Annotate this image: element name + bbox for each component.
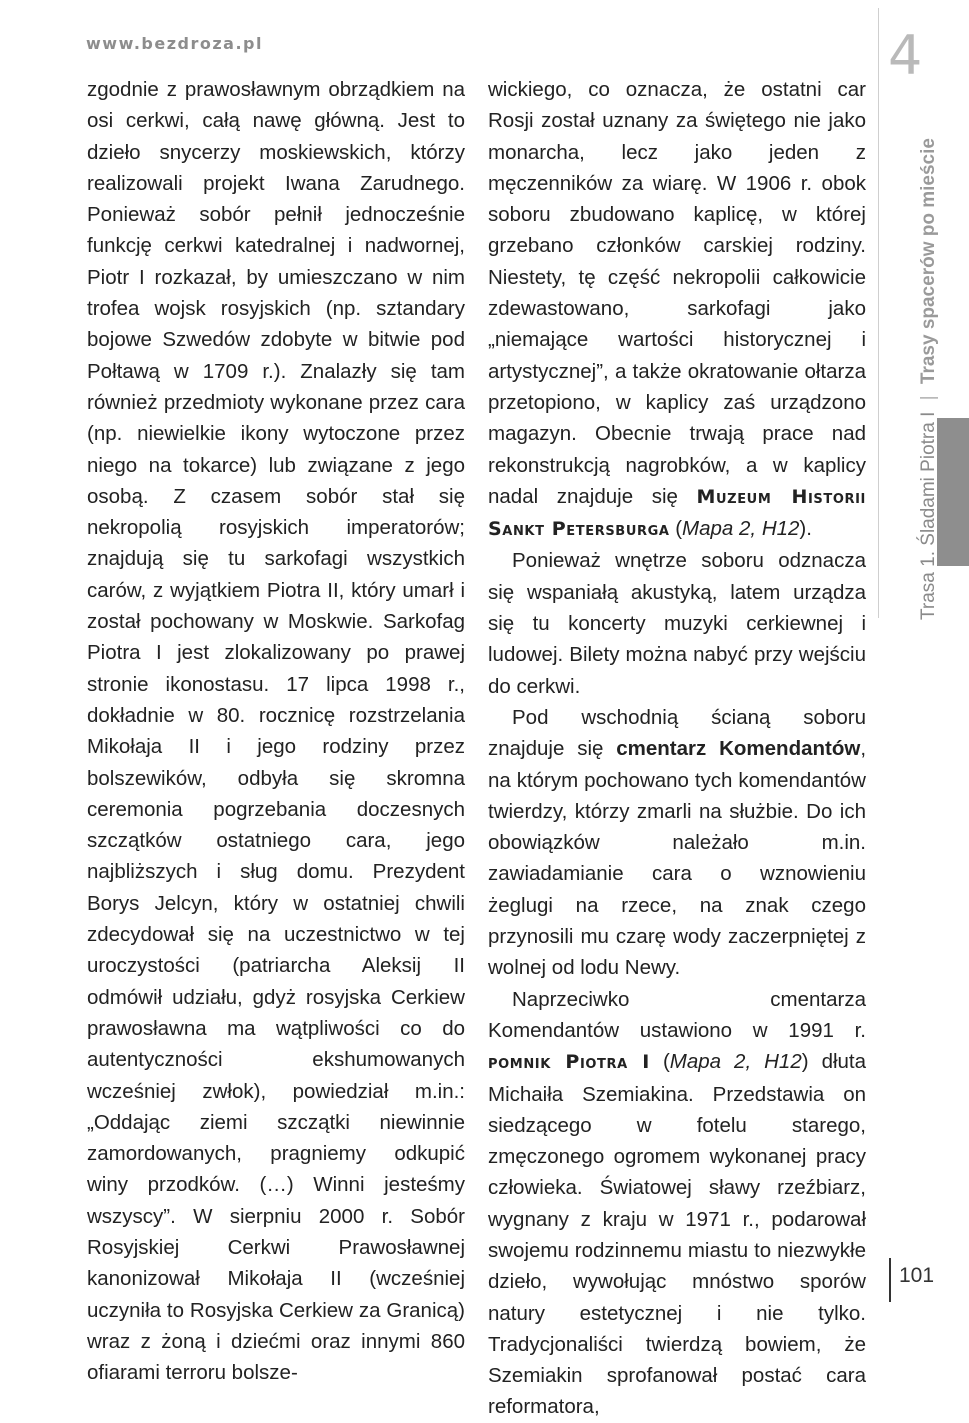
body-paragraph — [488, 74, 866, 545]
paren-close: ). — [799, 517, 812, 541]
sidebar-divider — [878, 8, 879, 618]
museum-name: Muzeum Historii Sankt Petersburga — [488, 485, 866, 541]
chapter-tab — [937, 418, 969, 566]
page-number-divider — [889, 1258, 891, 1302]
body-paragraph — [488, 702, 866, 984]
route-label: Trasa 1. Śladami Piotra I — [918, 411, 939, 620]
page-number: 101 — [899, 1264, 935, 1287]
body-paragraph — [488, 984, 866, 1423]
site-url: www.bezdroza.pl — [86, 34, 263, 53]
section-label: Trasy spacerów po mieście — [918, 138, 939, 385]
place-name: cmentarz Komendantów — [616, 737, 861, 761]
body-text: wickiego, co oznacza, że ostatni car Rosji został uznany za świętego nie jako monarcha, lecz jako jeden z męczenników za wiarę. W 1906 r. obok soboru zbudowano kaplicę, w której grzebano członków carskiej rodziny. Niestety, tę część nekropolii całkowicie zdewastowano, sarkofagi jako „niemające wartości historycznej i artystycznej”, a także okratowanie ołtarza przetopiono, w kaplicy zaś urządzono magazyn. Obecnie trwają prace nad rekonstrukcją nagrobków, a w kaplicy nadal znajduje się — [488, 78, 866, 508]
body-paragraph: Ponieważ wnętrze soboru odznacza się wspaniałą akustyką, latem urządza się tu koncerty muzyki cerkiewnej i ludowej. Bilety można nabyć przy wejściu do cerkwi. — [488, 549, 866, 698]
monument-name: pomnik Piotra I — [488, 1051, 650, 1074]
map-reference: Mapa 2, H12 — [682, 517, 800, 541]
left-column — [87, 74, 465, 1388]
body-text: Naprzeciwko cmentarza Komendantów ustawiono w 1991 r. — [488, 987, 866, 1042]
right-column — [488, 74, 866, 1423]
paren-open: ( — [675, 517, 683, 541]
paren-open: ( — [662, 1050, 670, 1074]
body-text: , na którym pochowano tych komendantów twierdzy, którzy zmarli na służbie. Do ich obowiązków należało m.in. zawiadamianie cara o wznowieniu żeglugi na rzece, na znak czego przynosili mu czarę wody zaczerpniętej z wolnej od lodu Newy. — [488, 737, 867, 980]
body-text: Pod wschodnią ścianą soboru znajduje się — [488, 705, 866, 761]
running-header-vertical — [918, 138, 940, 620]
chapter-number: 4 — [888, 24, 923, 87]
body-text: ) dłuta Michaiła Szemiakina. Przedstawia on siedzącego w fotelu starego, zmęczonego ogromem wykonanej pracy człowieka. Światowej sławy rzeźbiarz, wygnany z kraju w 1971 r., podarował swojemu rodzinnemu miastu to niezwykłe dzieło, wywołując mnóstwo sporów natury estetycznej i nie tylko. Tradycjonaliści twierdzą bowiem, że Szemiakin sprofanował postać cara reformatora, — [488, 1050, 867, 1419]
body-paragraph: zgodnie z prawosławnym obrządkiem na osi cerkwi, całą nawę główną. Jest to dzieło snycerzy moskiewskich, którzy realizowali projekt Iwana Zarudnego. Ponieważ sobór pełnił jednocześnie funkcję cerkwi katedralnej i nadwornej, Piotr I rozkazał, by umieszczano w nim trofea wojsk rosyjskich (np. sztandary bojowe Szwedów zdobyte w bitwie pod Połtawą w 1709 r.). Znalazły się tam również przedmioty wykonane przez cara (np. niewielkie ikony wytoczone przez niego na tokarce) lub związane z jego osobą. Z czasem sobór stał się nekropolią rosyjskich imperatorów; znajdują się tu sarkofagi wszystkich carów, z wyjątkiem Piotra II, który umarł i został pochowany w Moskwie. Sarkofag Piotra I jest zlokalizowany po prawej stronie ikonostasu. 17 lipca 1998 r., dokładnie w 80. rocznicę rozstrzelania Mikołaja II i jego rodziny przez bolszewików, odbyła się skromna ceremonia pogrzebania doczesnych szczątków ostatniego cara, jego najbliższych i sług domu. Prezydent Borys Jelcyn, który w ostatniej chwili zdecydował się na uczestnictwo w tej uroczystości (patriarcha Aleksij II odmówił udziału, gdyż rosyjska Cerkiew prawosławna ma wątpliwości co do autentyczności ekshumowanych wcześniej zwłok), powiedział m.in.: „Oddając ziemi szczątki niewinnie zamordowanych, pragniemy odkupić winy przodków. (…) Winni jesteśmy wszyscy”. W sierpniu 2000 r. Sobór Rosyjskiej Cerkwi Prawosławnej kanonizował Mikołaja II (wcześniej uczyniła to Rosyjska Cerkiew za Granicą) wraz z żoną i dziećmi oraz innymi 860 ofiarami terroru bolsze- — [87, 78, 465, 1385]
map-reference: Mapa 2, H12 — [669, 1050, 802, 1074]
running-header-separator: | — [918, 395, 939, 401]
